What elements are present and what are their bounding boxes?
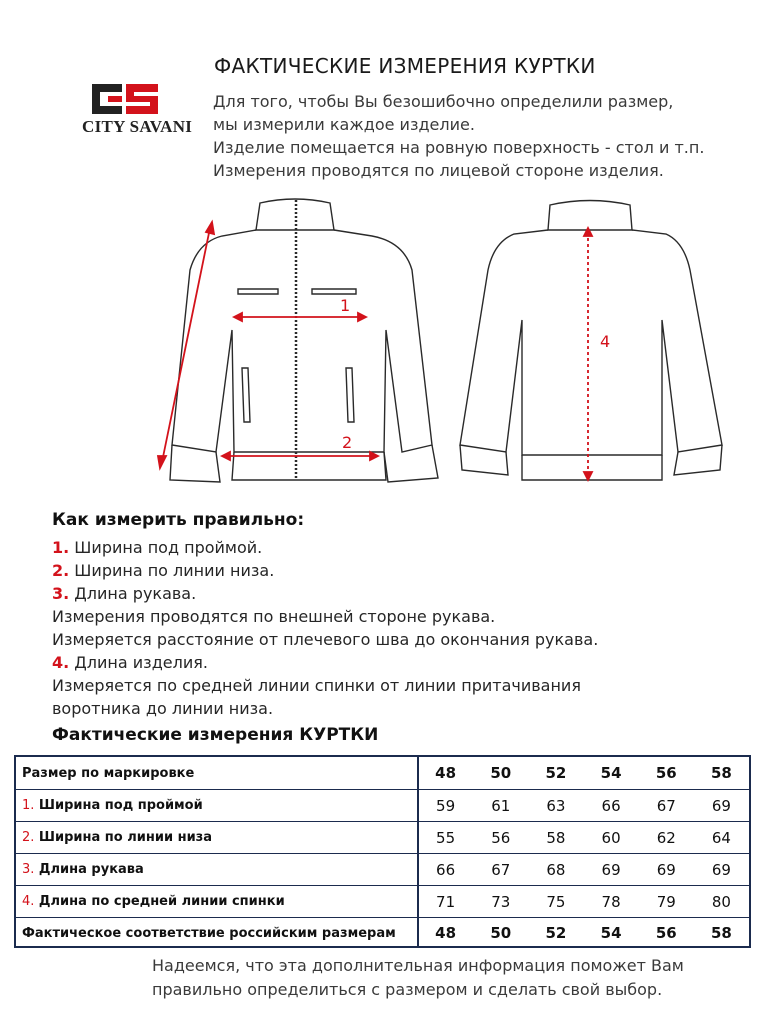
brand-name: CITY SAVANI: [82, 117, 193, 136]
table-cell: 78: [601, 892, 621, 911]
table-cell: 68: [546, 860, 566, 879]
howto-line-4: Измерения проводятся по внешней стороне рукава.: [52, 607, 496, 626]
table-title: Фактические измерения КУРТКИ: [52, 725, 379, 745]
table-cell: 79: [656, 892, 676, 911]
table-cell: 69: [711, 796, 731, 815]
howto-line-3: 3. Длина рукава.: [52, 584, 197, 603]
table-cell: 52: [545, 764, 567, 782]
intro-line-1: Для того, чтобы Вы безошибочно определили размер,: [213, 92, 674, 111]
howto-title: Как измерить правильно:: [52, 510, 305, 530]
table-row-width-hem: 2. Ширина по линии низа 55 56 58 60 62 64: [16, 821, 749, 853]
table-row-size-label: Размер по маркировке 48 50 52 54 56 58: [16, 757, 749, 789]
table-row-sleeve-length: 3. Длина рукава 66 67 68 69 69 69: [16, 853, 749, 885]
table-cell: 54: [600, 924, 622, 942]
howto-line-1: 1. Ширина под проймой.: [52, 538, 263, 557]
table-cell: 69: [601, 860, 621, 879]
table-cell: 48: [435, 924, 457, 942]
table-cell: 50: [490, 764, 512, 782]
intro-line-3: Изделие помещается на ровную поверхность - стол и т.п.: [213, 138, 705, 157]
table-cell: 58: [711, 764, 732, 782]
table-cell: 56: [491, 828, 511, 847]
table-cell: 62: [656, 828, 676, 847]
table-cell: 54: [600, 764, 622, 782]
footer-line-2: правильно определиться с размером и сделать свой выбор.: [152, 980, 663, 999]
table-cell: 69: [656, 860, 676, 879]
howto-line-5: Измеряется расстояние от плечевого шва до окончания рукава.: [52, 630, 599, 649]
table-cell: 80: [711, 892, 731, 911]
table-row-back-length: 4. Длина по средней линии спинки 71 73 75 78 79 80: [16, 885, 749, 917]
table-cell: 64: [711, 828, 731, 847]
table-cell: 56: [655, 924, 677, 942]
table-cell: 66: [436, 860, 456, 879]
table-cell: 69: [711, 860, 731, 879]
table-cell: 67: [656, 796, 676, 815]
size-table: [14, 755, 751, 948]
marker-4: 4: [600, 332, 611, 351]
intro-line-2: мы измерили каждое изделие.: [213, 115, 475, 134]
footer-line-1: Надеемся, что эта дополнительная информация поможет Вам: [152, 956, 684, 975]
table-cell: 56: [655, 764, 677, 782]
marker-2: 2: [342, 433, 353, 452]
intro-line-4: Измерения проводятся по лицевой стороне изделия.: [213, 161, 664, 180]
page-title: ФАКТИЧЕСКИЕ ИЗМЕРЕНИЯ КУРТКИ: [214, 54, 596, 78]
table-cell: 61: [491, 796, 511, 815]
table-cell: 58: [711, 924, 732, 942]
table-cell: 59: [436, 796, 456, 815]
table-cell: 60: [601, 828, 621, 847]
jacket-measurement-drawing: [150, 190, 750, 490]
table-cell: 58: [546, 828, 566, 847]
table-row-width-armhole: 1. Ширина под проймой 59 61 63 66 67 69: [16, 789, 749, 821]
table-cell: 48: [435, 764, 457, 782]
marker-1: 1: [340, 296, 351, 315]
table-cell: 71: [436, 892, 456, 911]
table-row-russian-size: Фактическое соответствие российским размерам 48 50 52 54 56 58: [16, 917, 749, 948]
table-cell: 67: [491, 860, 511, 879]
measurement-arrows: [158, 222, 592, 480]
table-cell: 73: [491, 892, 511, 911]
table-cell: 50: [490, 924, 512, 942]
table-cell: 55: [436, 828, 456, 847]
table-cell: 75: [546, 892, 566, 911]
jacket-front: [170, 199, 438, 482]
table-cell: 66: [601, 796, 621, 815]
howto-line-7: Измеряется по средней линии спинки от линии притачивания: [52, 676, 581, 695]
howto-line-8: воротника до линии низа.: [52, 699, 274, 718]
howto-line-6: 4. Длина изделия.: [52, 653, 208, 672]
table-cell: 52: [545, 924, 567, 942]
table-cell: 63: [546, 796, 566, 815]
jacket-back: [460, 201, 722, 481]
howto-line-2: 2. Ширина по линии низа.: [52, 561, 275, 580]
